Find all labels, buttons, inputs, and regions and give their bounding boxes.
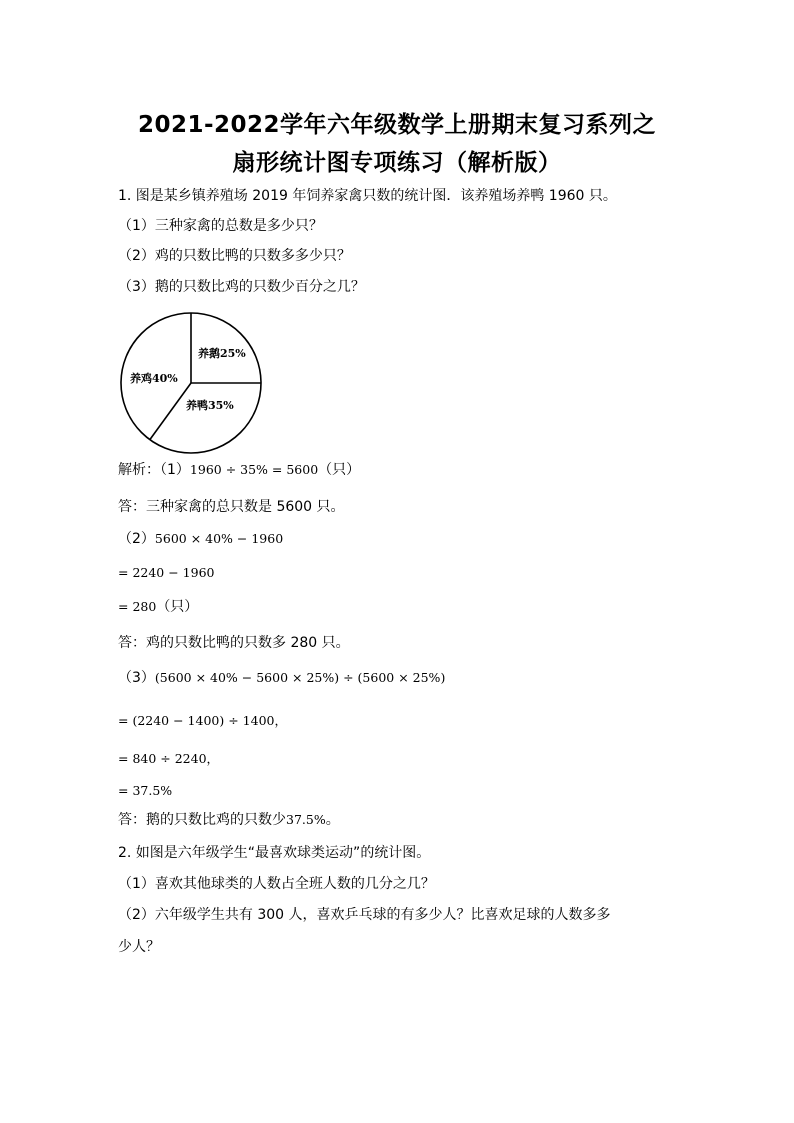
question-2-sub1: （1）喜欢其他球类的人数占全班人数的几分之几？: [118, 876, 435, 892]
question-2-sub2-line1: （2）六年级学生共有 300 人，喜欢乒乓球的有多少人？比喜欢足球的人数多多: [118, 907, 611, 923]
solution-3: [118, 668, 445, 688]
solution-3-step2: = (2240 − 1400) ÷ 1400，: [118, 713, 287, 728]
question-2-stem: 2. 如图是六年级学生“最喜欢球类运动”的统计图。: [118, 845, 431, 861]
solution-2-prefix: （2）: [118, 531, 155, 547]
solution-3-step3: = 840 ÷ 2240，: [118, 751, 220, 766]
answer-3-prefix: 答：鹅的只数比鸡的只数少: [118, 812, 286, 828]
solution-1-math: 1960 ÷ 35% = 5600: [189, 462, 319, 477]
answer-3: [118, 810, 340, 830]
answer-2: 答：鸡的只数比鸭的只数多 280 只。: [118, 635, 350, 651]
pie-label-goose: 养鹅25%: [198, 347, 246, 360]
question-1-sub2: （2）鸡的只数比鸭的只数多多少只？: [118, 248, 351, 264]
answer-3-math: 37.5%: [286, 812, 326, 827]
solution-1-unit: （只）: [318, 462, 361, 478]
question-1-stem: 1. 图是某乡镇养殖场 2019 年饲养家禽只数的统计图．该养殖场养鸭 1960 只。: [118, 188, 617, 204]
solution-2-step3: [118, 597, 198, 617]
solution-2-step3-math: = 280: [118, 599, 157, 614]
page-title-line1: 2021-2022学年六年级数学上册期末复习系列之: [137, 112, 657, 138]
pie-chart-svg: [118, 310, 264, 456]
question-1-sub1: （1）三种家禽的总数是多少只？: [118, 218, 323, 234]
pie-label-chicken: 养鸡40%: [130, 372, 178, 385]
solution-2-math: 5600 × 40% − 1960: [154, 531, 284, 546]
solution-3-step4: = 37.5%: [118, 783, 173, 798]
question-1-sub3: （3）鹅的只数比鸡的只数少百分之几？: [118, 279, 365, 295]
solution-2: [118, 529, 283, 549]
solution-2-step2: = 2240 − 1960: [118, 565, 215, 580]
answer-3-suffix: 。: [325, 812, 340, 828]
solution-1-prefix: 解析：（1）: [118, 462, 190, 478]
answer-1: 答：三种家禽的总只数是 5600 只。: [118, 499, 345, 515]
solution-3-prefix: （3）: [118, 670, 155, 686]
pie-chart: [118, 310, 264, 456]
question-2-sub2-line2: 少人？: [118, 939, 160, 955]
solution-1: [118, 460, 360, 480]
solution-3-math: (5600 × 40% − 5600 × 25%) ÷ (5600 × 25%): [154, 670, 446, 685]
page-title-line2: 扇形统计图专项练习（解析版）: [232, 150, 562, 176]
pie-label-duck: 养鸭35%: [186, 399, 234, 412]
solution-2-step3-unit: （只）: [156, 599, 199, 615]
